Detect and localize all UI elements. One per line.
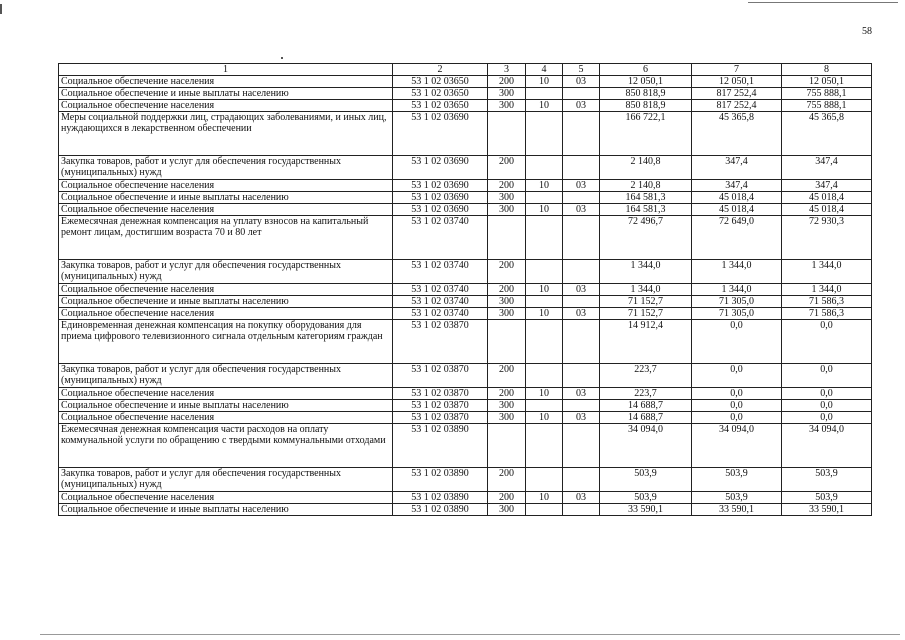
- row-subsection-cell: 03: [563, 180, 600, 192]
- row-subsection-cell: [563, 364, 600, 388]
- row-code-cell: 53 1 02 03890: [393, 504, 488, 516]
- row-expense-type-cell: 300: [488, 296, 526, 308]
- row-value-col8-cell: 34 094,0: [782, 424, 872, 468]
- row-name-cell: Социальное обеспечение населения: [59, 204, 393, 216]
- row-value-col8-cell: 0,0: [782, 412, 872, 424]
- row-code-cell: 53 1 02 03650: [393, 88, 488, 100]
- header-cell: 2: [393, 64, 488, 76]
- table-row: [59, 100, 872, 112]
- row-code-cell: 53 1 02 03740: [393, 284, 488, 296]
- row-expense-type-cell: 200: [488, 284, 526, 296]
- row-expense-type-cell: 200: [488, 260, 526, 284]
- row-expense-type-cell: 200: [488, 468, 526, 492]
- row-expense-type-cell: [488, 424, 526, 468]
- table-row: [59, 216, 872, 260]
- row-value-col7-cell: 71 305,0: [692, 308, 782, 320]
- row-section-cell: [526, 216, 563, 260]
- scan-speck: [281, 57, 283, 59]
- table-row: [59, 320, 872, 364]
- table-row: [59, 180, 872, 192]
- row-section-cell: 10: [526, 388, 563, 400]
- table-row: [59, 400, 872, 412]
- row-section-cell: [526, 320, 563, 364]
- row-value-col7-cell: 71 305,0: [692, 296, 782, 308]
- row-code-cell: 53 1 02 03690: [393, 192, 488, 204]
- table-row: [59, 492, 872, 504]
- row-code-cell: 53 1 02 03690: [393, 204, 488, 216]
- row-value-col7-cell: 1 344,0: [692, 284, 782, 296]
- row-value-col7-cell: 0,0: [692, 400, 782, 412]
- row-value-col7-cell: 45 365,8: [692, 112, 782, 156]
- row-value-col8-cell: 0,0: [782, 320, 872, 364]
- row-code-cell: 53 1 02 03740: [393, 296, 488, 308]
- row-value-col6-cell: 2 140,8: [600, 180, 692, 192]
- row-value-col7-cell: 0,0: [692, 364, 782, 388]
- row-value-col8-cell: 72 930,3: [782, 216, 872, 260]
- row-section-cell: [526, 400, 563, 412]
- row-expense-type-cell: 300: [488, 400, 526, 412]
- table-row: [59, 424, 872, 468]
- row-value-col6-cell: 71 152,7: [600, 308, 692, 320]
- row-name-cell: Меры социальной поддержки лиц, страдающих заболеваниями, и иных лиц, нуждающихся в лекарственном обеспечении: [59, 112, 393, 156]
- row-value-col7-cell: 12 050,1: [692, 76, 782, 88]
- left-edge-mark: [0, 4, 2, 14]
- row-value-col7-cell: 45 018,4: [692, 192, 782, 204]
- row-value-col7-cell: 347,4: [692, 156, 782, 180]
- row-section-cell: [526, 112, 563, 156]
- table-row: [59, 364, 872, 388]
- row-subsection-cell: [563, 112, 600, 156]
- row-value-col7-cell: 817 252,4: [692, 100, 782, 112]
- row-name-cell: Социальное обеспечение населения: [59, 76, 393, 88]
- row-value-col8-cell: 45 365,8: [782, 112, 872, 156]
- row-value-col8-cell: 12 050,1: [782, 76, 872, 88]
- row-name-cell: Ежемесячная денежная компенсация на уплату взносов на капитальный ремонт лицам, достигшим возраста 70 и 80 лет: [59, 216, 393, 260]
- row-code-cell: 53 1 02 03740: [393, 308, 488, 320]
- row-section-cell: 10: [526, 284, 563, 296]
- row-value-col6-cell: 850 818,9: [600, 88, 692, 100]
- row-name-cell: Ежемесячная денежная компенсация части расходов на оплату коммунальной услуги по обращению с твердыми коммунальными отходами: [59, 424, 393, 468]
- row-section-cell: 10: [526, 412, 563, 424]
- row-value-col8-cell: 45 018,4: [782, 204, 872, 216]
- table-row: [59, 76, 872, 88]
- row-value-col7-cell: 503,9: [692, 468, 782, 492]
- row-expense-type-cell: [488, 216, 526, 260]
- row-value-col8-cell: 1 344,0: [782, 284, 872, 296]
- table-row: [59, 260, 872, 284]
- row-value-col8-cell: 71 586,3: [782, 296, 872, 308]
- header-cell: 4: [526, 64, 563, 76]
- row-value-col6-cell: 166 722,1: [600, 112, 692, 156]
- row-value-col8-cell: 347,4: [782, 156, 872, 180]
- row-section-cell: [526, 504, 563, 516]
- row-name-cell: Социальное обеспечение населения: [59, 492, 393, 504]
- table-row: [59, 88, 872, 100]
- row-name-cell: Социальное обеспечение населения: [59, 388, 393, 400]
- row-value-col6-cell: 850 818,9: [600, 100, 692, 112]
- row-subsection-cell: [563, 424, 600, 468]
- row-subsection-cell: 03: [563, 492, 600, 504]
- row-subsection-cell: 03: [563, 308, 600, 320]
- row-name-cell: Единовременная денежная компенсация на покупку оборудования для приема цифрового телевизионного сигнала отдельным категориям граждан: [59, 320, 393, 364]
- row-code-cell: 53 1 02 03740: [393, 216, 488, 260]
- row-subsection-cell: 03: [563, 204, 600, 216]
- row-value-col6-cell: 503,9: [600, 468, 692, 492]
- row-subsection-cell: 03: [563, 388, 600, 400]
- row-code-cell: 53 1 02 03650: [393, 100, 488, 112]
- row-value-col6-cell: 2 140,8: [600, 156, 692, 180]
- row-section-cell: [526, 364, 563, 388]
- table-row: [59, 296, 872, 308]
- row-section-cell: 10: [526, 100, 563, 112]
- row-value-col6-cell: 72 496,7: [600, 216, 692, 260]
- row-section-cell: [526, 88, 563, 100]
- row-value-col8-cell: 0,0: [782, 400, 872, 412]
- row-name-cell: Социальное обеспечение и иные выплаты населению: [59, 192, 393, 204]
- row-value-col7-cell: 0,0: [692, 320, 782, 364]
- row-expense-type-cell: 300: [488, 308, 526, 320]
- row-value-col8-cell: 71 586,3: [782, 308, 872, 320]
- header-cell: 8: [782, 64, 872, 76]
- row-code-cell: 53 1 02 03890: [393, 492, 488, 504]
- row-value-col6-cell: 164 581,3: [600, 204, 692, 216]
- header-cell: 1: [59, 64, 393, 76]
- table-header-row: [59, 64, 872, 76]
- row-subsection-cell: [563, 216, 600, 260]
- table-row: [59, 284, 872, 296]
- row-value-col8-cell: 755 888,1: [782, 100, 872, 112]
- row-value-col8-cell: 503,9: [782, 468, 872, 492]
- table-row: [59, 308, 872, 320]
- row-subsection-cell: [563, 320, 600, 364]
- row-code-cell: 53 1 02 03890: [393, 424, 488, 468]
- row-section-cell: 10: [526, 204, 563, 216]
- row-code-cell: 53 1 02 03870: [393, 320, 488, 364]
- row-value-col7-cell: 0,0: [692, 388, 782, 400]
- row-value-col8-cell: 0,0: [782, 364, 872, 388]
- row-expense-type-cell: 300: [488, 192, 526, 204]
- table-row: [59, 192, 872, 204]
- row-name-cell: Закупка товаров, работ и услуг для обеспечения государственных (муниципальных) нужд: [59, 468, 393, 492]
- row-section-cell: [526, 424, 563, 468]
- row-name-cell: Социальное обеспечение населения: [59, 284, 393, 296]
- row-code-cell: 53 1 02 03890: [393, 468, 488, 492]
- row-value-col6-cell: 223,7: [600, 388, 692, 400]
- row-value-col8-cell: 0,0: [782, 388, 872, 400]
- row-expense-type-cell: 200: [488, 388, 526, 400]
- row-value-col8-cell: 503,9: [782, 492, 872, 504]
- row-value-col7-cell: 1 344,0: [692, 260, 782, 284]
- row-code-cell: 53 1 02 03690: [393, 156, 488, 180]
- row-subsection-cell: 03: [563, 100, 600, 112]
- row-section-cell: 10: [526, 76, 563, 88]
- row-value-col7-cell: 503,9: [692, 492, 782, 504]
- row-value-col6-cell: 12 050,1: [600, 76, 692, 88]
- row-expense-type-cell: 200: [488, 156, 526, 180]
- row-section-cell: [526, 296, 563, 308]
- row-value-col8-cell: 45 018,4: [782, 192, 872, 204]
- row-value-col6-cell: 1 344,0: [600, 260, 692, 284]
- row-code-cell: 53 1 02 03870: [393, 364, 488, 388]
- bottom-edge-line: [40, 634, 900, 635]
- row-value-col6-cell: 71 152,7: [600, 296, 692, 308]
- row-expense-type-cell: 300: [488, 100, 526, 112]
- row-expense-type-cell: 200: [488, 76, 526, 88]
- budget-table: [58, 63, 872, 516]
- row-section-cell: 10: [526, 492, 563, 504]
- row-name-cell: Социальное обеспечение и иные выплаты населению: [59, 88, 393, 100]
- row-section-cell: 10: [526, 308, 563, 320]
- row-code-cell: 53 1 02 03650: [393, 76, 488, 88]
- row-subsection-cell: [563, 88, 600, 100]
- row-value-col6-cell: 34 094,0: [600, 424, 692, 468]
- table-row: [59, 112, 872, 156]
- row-subsection-cell: [563, 468, 600, 492]
- table-row: [59, 504, 872, 516]
- row-name-cell: Социальное обеспечение населения: [59, 412, 393, 424]
- row-expense-type-cell: 200: [488, 364, 526, 388]
- row-section-cell: [526, 156, 563, 180]
- row-value-col7-cell: 817 252,4: [692, 88, 782, 100]
- row-subsection-cell: [563, 192, 600, 204]
- row-value-col6-cell: 33 590,1: [600, 504, 692, 516]
- row-value-col7-cell: 33 590,1: [692, 504, 782, 516]
- row-code-cell: 53 1 02 03870: [393, 400, 488, 412]
- row-subsection-cell: 03: [563, 76, 600, 88]
- row-expense-type-cell: 300: [488, 204, 526, 216]
- row-value-col7-cell: 347,4: [692, 180, 782, 192]
- row-subsection-cell: [563, 504, 600, 516]
- row-value-col6-cell: 14 688,7: [600, 412, 692, 424]
- row-subsection-cell: [563, 156, 600, 180]
- row-expense-type-cell: [488, 320, 526, 364]
- row-name-cell: Социальное обеспечение и иные выплаты населению: [59, 504, 393, 516]
- row-name-cell: Закупка товаров, работ и услуг для обеспечения государственных (муниципальных) нужд: [59, 156, 393, 180]
- row-expense-type-cell: 200: [488, 180, 526, 192]
- row-code-cell: 53 1 02 03690: [393, 112, 488, 156]
- row-value-col6-cell: 503,9: [600, 492, 692, 504]
- row-expense-type-cell: 300: [488, 504, 526, 516]
- header-cell: 6: [600, 64, 692, 76]
- row-subsection-cell: [563, 260, 600, 284]
- row-section-cell: [526, 260, 563, 284]
- row-value-col6-cell: 14 688,7: [600, 400, 692, 412]
- row-value-col7-cell: 34 094,0: [692, 424, 782, 468]
- row-expense-type-cell: [488, 112, 526, 156]
- row-value-col6-cell: 164 581,3: [600, 192, 692, 204]
- header-cell: 3: [488, 64, 526, 76]
- row-expense-type-cell: 200: [488, 492, 526, 504]
- row-value-col7-cell: 45 018,4: [692, 204, 782, 216]
- row-value-col8-cell: 347,4: [782, 180, 872, 192]
- table-row: [59, 156, 872, 180]
- row-subsection-cell: 03: [563, 412, 600, 424]
- row-name-cell: Закупка товаров, работ и услуг для обеспечения государственных (муниципальных) нужд: [59, 364, 393, 388]
- row-expense-type-cell: 300: [488, 88, 526, 100]
- row-value-col8-cell: 755 888,1: [782, 88, 872, 100]
- row-name-cell: Социальное обеспечение населения: [59, 308, 393, 320]
- row-code-cell: 53 1 02 03740: [393, 260, 488, 284]
- row-value-col7-cell: 72 649,0: [692, 216, 782, 260]
- top-edge-line: [748, 2, 898, 3]
- table-row: [59, 468, 872, 492]
- header-cell: 5: [563, 64, 600, 76]
- row-value-col8-cell: 33 590,1: [782, 504, 872, 516]
- row-code-cell: 53 1 02 03690: [393, 180, 488, 192]
- row-value-col6-cell: 223,7: [600, 364, 692, 388]
- row-code-cell: 53 1 02 03870: [393, 412, 488, 424]
- row-value-col6-cell: 1 344,0: [600, 284, 692, 296]
- row-value-col8-cell: 1 344,0: [782, 260, 872, 284]
- row-name-cell: Социальное обеспечение и иные выплаты населению: [59, 296, 393, 308]
- table-row: [59, 412, 872, 424]
- table-row: [59, 388, 872, 400]
- row-section-cell: [526, 192, 563, 204]
- row-subsection-cell: [563, 296, 600, 308]
- row-code-cell: 53 1 02 03870: [393, 388, 488, 400]
- page-number: 58: [862, 26, 872, 37]
- row-name-cell: Социальное обеспечение населения: [59, 100, 393, 112]
- row-name-cell: Социальное обеспечение и иные выплаты населению: [59, 400, 393, 412]
- row-subsection-cell: 03: [563, 284, 600, 296]
- row-value-col6-cell: 14 912,4: [600, 320, 692, 364]
- row-expense-type-cell: 300: [488, 412, 526, 424]
- row-name-cell: Закупка товаров, работ и услуг для обеспечения государственных (муниципальных) нужд: [59, 260, 393, 284]
- header-cell: 7: [692, 64, 782, 76]
- row-value-col7-cell: 0,0: [692, 412, 782, 424]
- row-subsection-cell: [563, 400, 600, 412]
- table-row: [59, 204, 872, 216]
- row-name-cell: Социальное обеспечение населения: [59, 180, 393, 192]
- row-section-cell: [526, 468, 563, 492]
- row-section-cell: 10: [526, 180, 563, 192]
